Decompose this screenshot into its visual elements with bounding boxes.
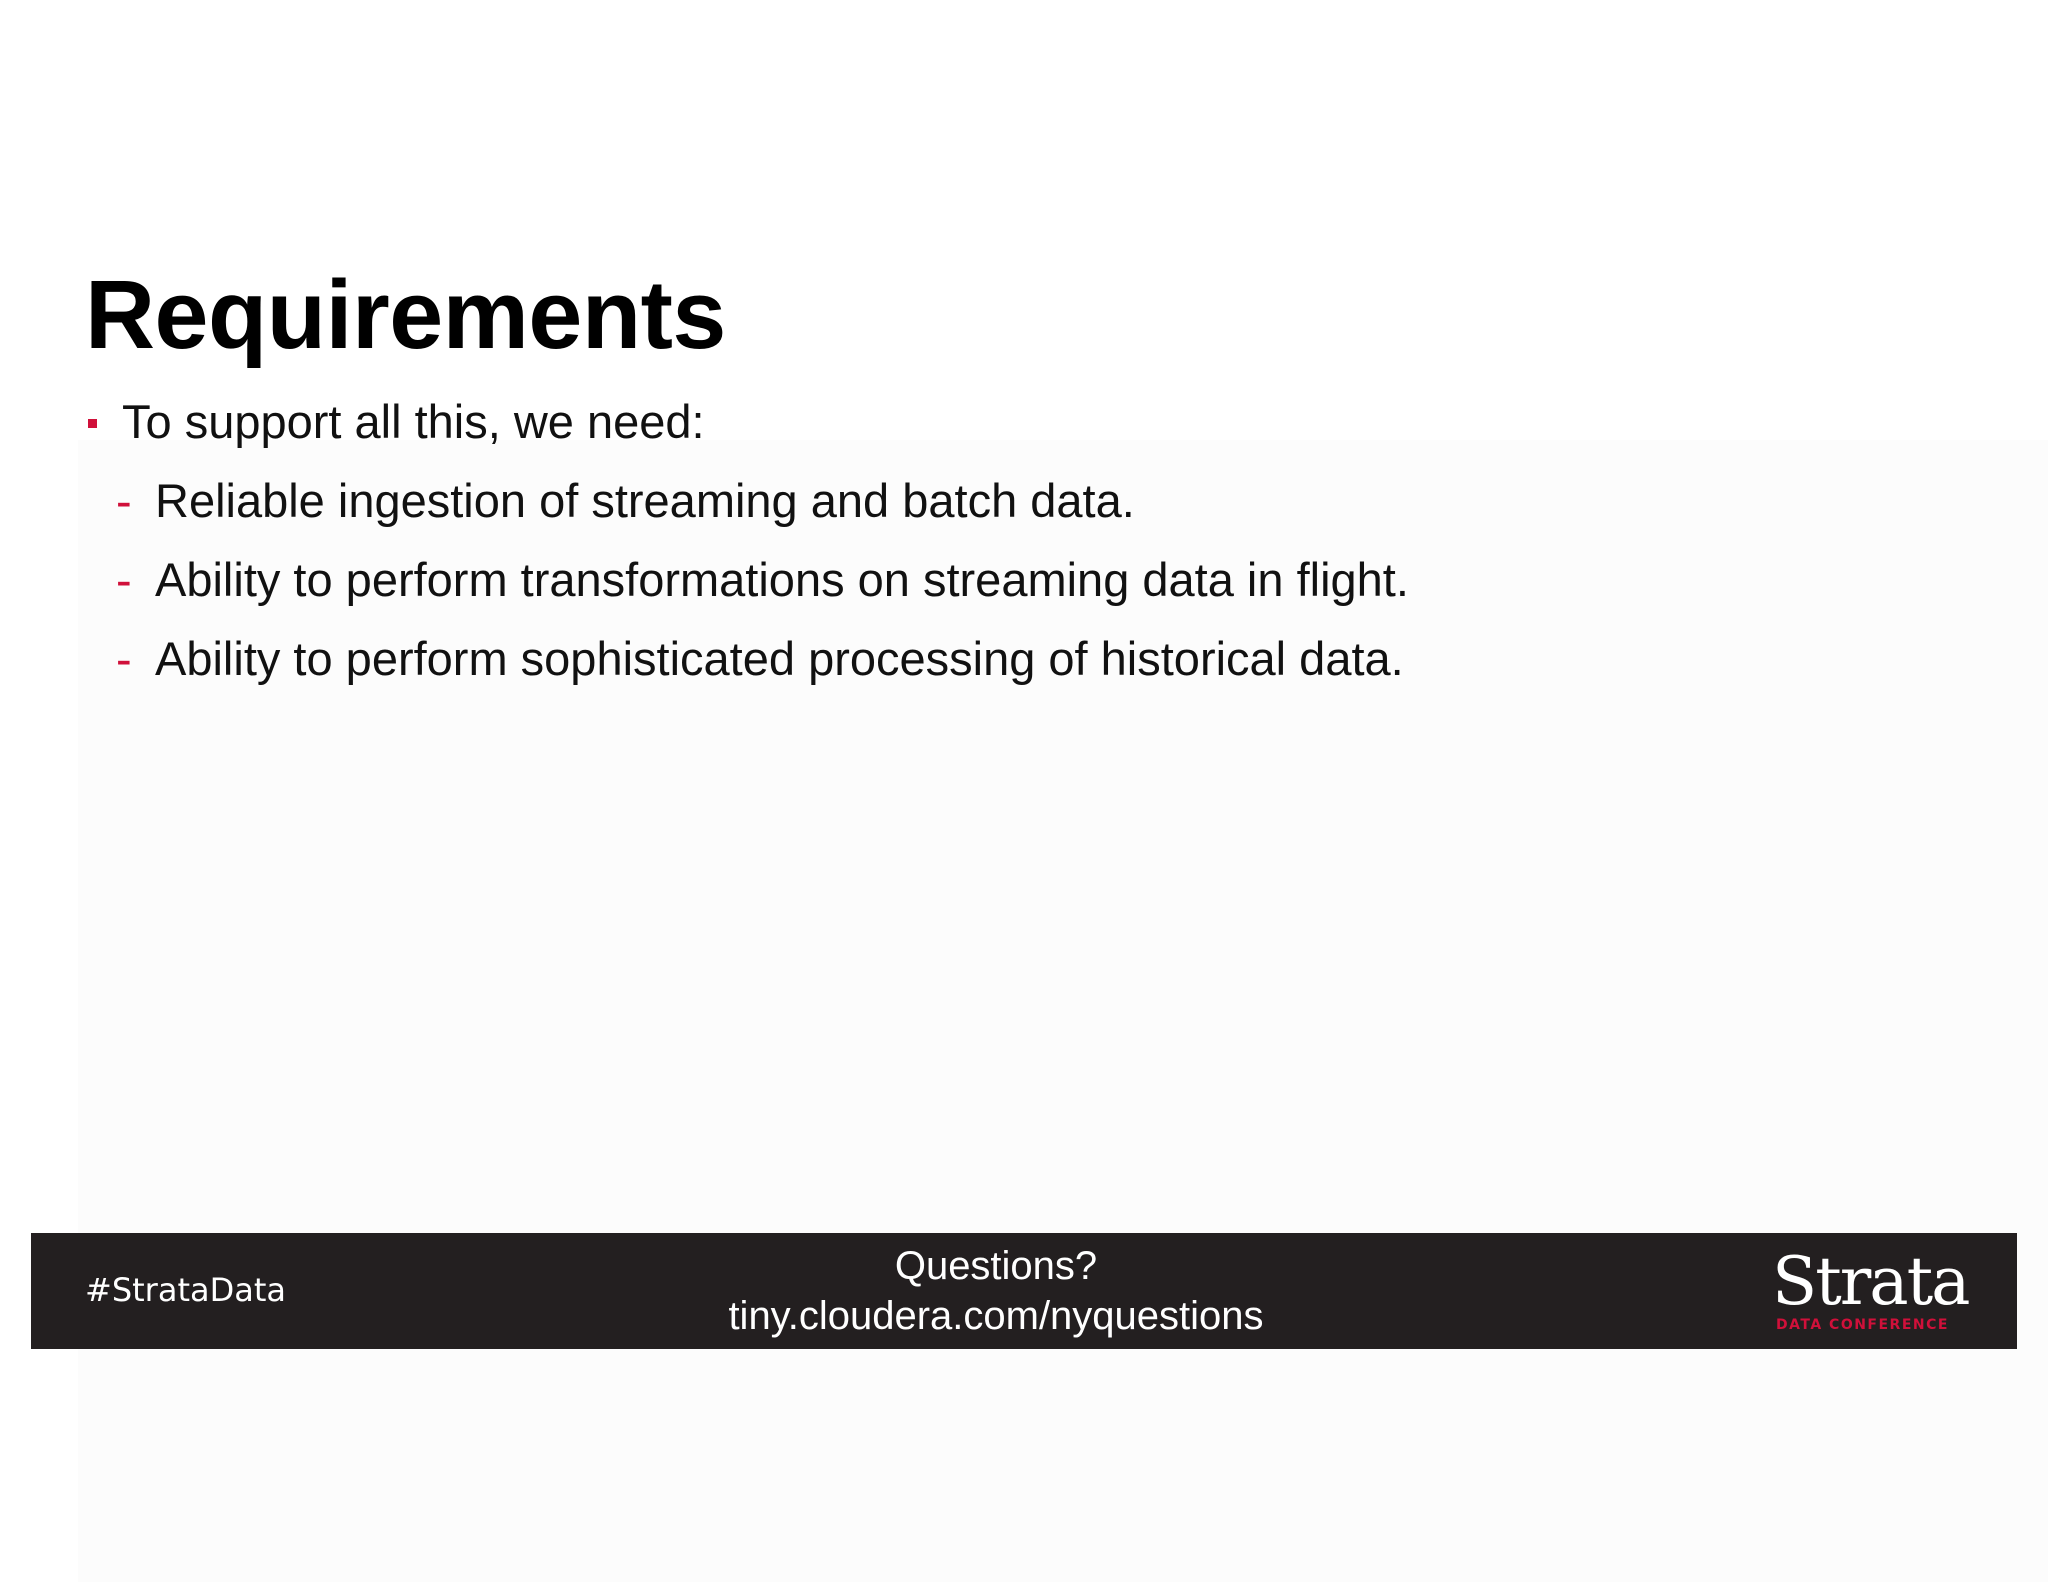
logo-word: Strata	[1772, 1243, 1969, 1320]
bullet-list	[85, 396, 1409, 685]
strata-logo	[1772, 1243, 1972, 1339]
slide-title: Requirements	[85, 260, 726, 369]
sub-bullet-text: Ability to perform transformations on streaming data in flight.	[155, 553, 1409, 606]
dash-bullet-icon: -	[116, 632, 132, 685]
dash-bullet-icon: -	[116, 474, 132, 527]
questions-url[interactable]: tiny.cloudera.com/nyquestions	[728, 1294, 1264, 1338]
bullet-text: To support all this, we need:	[122, 395, 705, 448]
hashtag: #StrataData	[85, 1271, 286, 1309]
footer-bar	[31, 1233, 2017, 1349]
logo-subtitle: DATA CONFERENCE	[1776, 1317, 1949, 1333]
sub-bullet-item	[85, 475, 1409, 527]
square-bullet-icon	[88, 419, 97, 428]
dash-bullet-icon: -	[116, 553, 132, 606]
questions-block	[31, 1241, 1961, 1341]
sub-bullet-item	[85, 554, 1409, 606]
sub-bullet-text: Ability to perform sophisticated processing of historical data.	[155, 632, 1404, 685]
sub-bullet-item	[85, 633, 1409, 685]
sub-bullet-text: Reliable ingestion of streaming and batch data.	[155, 474, 1135, 527]
questions-label: Questions?	[894, 1244, 1098, 1288]
bullet-item-main	[85, 396, 1409, 448]
